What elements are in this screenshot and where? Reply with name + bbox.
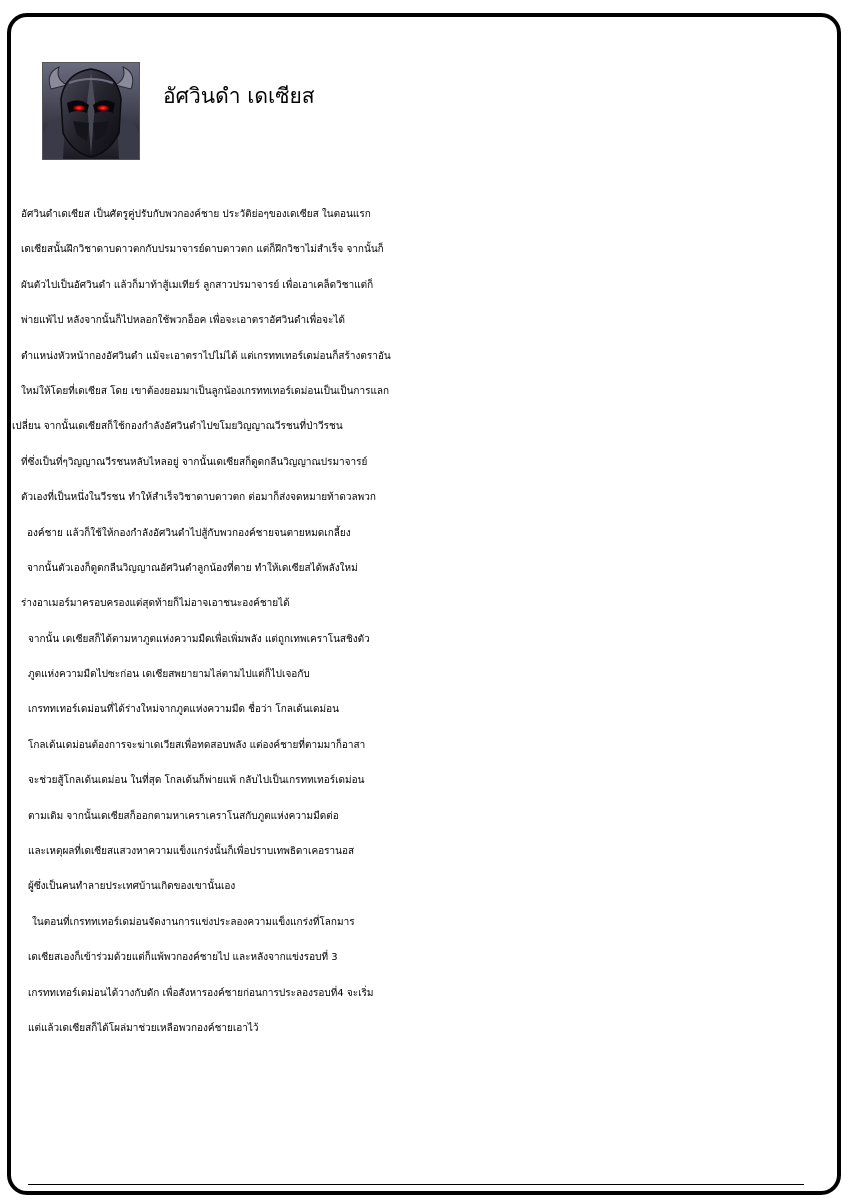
description-line: ตำแหน่งหัวหน้ากองอัศวินดำ แม้จะเอาตราไปไม่ได้ แต่เกรททเทอร์เดม่อนก็สร้างตราอัน: [21, 350, 391, 362]
description-line: เดเซียสเองก็เข้าร่วมด้วยแต่ก็แพ้พวกองค์ชายไป และหลังจากแข่งรอบที่ 3: [28, 952, 338, 964]
description-line: จากนั้นตัวเองก็ดูดกลืนวิญญาณอัศวินดำลูกน้องที่ตาย ทำให้เดเซียสได้พลังใหม่: [27, 562, 358, 574]
description-line: และเหตุผลที่เดเซียสแสวงหาความแข็งแกร่งนั้นก็เพื่อปราบเทพธิดาเคอรานอส: [28, 846, 355, 858]
description-line: พ่ายแพ้ไป หลังจากนั้นก็ไปหลอกใช้พวกอ็อค เพื่อจะเอาตราอัศวินดำเพื่อจะได้: [21, 315, 345, 327]
description-line: ตัวเองที่เป็นหนึ่งในวีรชน ทำให้สำเร็จวิชาดาบดาวตก ต่อมาก็ส่งจดหมายท้าดวลพวก: [21, 492, 376, 504]
description-line: จากนั้น เดเซียสก็ได้ตามหาภูตแห่งความมืดเพื่อเพิ่มพลัง แต่ถูกเทพเคราโนสชิงตัว: [28, 633, 370, 645]
description-line: จะช่วยสู้โกลเด้นเดม่อน ในที่สุด โกลเด้นก็พ่ายแพ้ กลับไปเป็นเกรททเทอร์เดม่อน: [28, 775, 365, 787]
character-name: อัศวินดำ เดเซียส: [163, 84, 315, 108]
description-line: อัศวินดำเดเซียส เป็นศัตรูคู่ปรับกับพวกองค์ชาย ประวัติย่อๆของเดเซียส ในตอนแรก: [21, 209, 371, 220]
description-line: ร่างอาเมอร์มาครอบครองแต่สุดท้ายก็ไม่อาจเอาชนะองค์ชายได้: [21, 598, 290, 610]
description-line: ภูตแห่งความมืดไปซะก่อน เดเซียสพยายามไล่ตามไปแต่ก็ไปเจอกับ: [28, 669, 310, 681]
description-line: แต่แล้วเดเซียสก็ได้โผล่มาช่วยเหลือพวกองค์ชายเอาไว้: [28, 1022, 259, 1034]
description-line: ตามเดิม จากนั้นเดเซียสก็ออกตามหาเคราเคราโนสกับภูตแห่งความมืดต่อ: [28, 810, 339, 822]
character-description: [0, 197, 850, 1046]
description-line: ผู้ซึ่งเป็นคนทำลายประเทศบ้านเกิดของเขานั้นเอง: [28, 881, 236, 893]
description-line: เดเซียสนั้นฝึกวิชาดาบดาวตกกับปรมาจารย์ดาบดาวตก แต่ก็ฝึกวิชาไม่สำเร็จ จากนั้นก็: [21, 244, 384, 256]
dark-armored-knight-portrait-icon: [42, 62, 140, 160]
description-line: ผันตัวไปเป็นอัศวินดำ แล้วก็มาท้าสู้เมเทียร์ ลูกสาวปรมาจารย์ เพื่อเอาเคล็ดวิชาแต่ก็: [21, 279, 374, 291]
description-line: ที่ซึ่งเป็นที่ๆวิญญาณวีรชนหลับไหลอยู่ จากนั้นเดเซียสก็ดูดกลืนวิญญาณปรมาจารย์: [21, 456, 368, 468]
bottom-divider: [28, 1184, 804, 1185]
description-line: เปลี่ยน จากนั้นเดเซียสก็ใช้กองกำลังอัศวินดำไปขโมยวิญญาณวีรชนที่ป่าวีรชน: [12, 421, 343, 433]
description-line: เกรททเทอร์เดม่อนได้วางกับดัก เพื่อสังหารองค์ชายก่อนการประลองรอบที่4 จะเริ่ม: [28, 987, 374, 999]
description-line: ใหม่ให้โดยที่เดเซียส โดย เขาต้องยอมมาเป็นลูกน้องเกรททเทอร์เดม่อนเป็นเป็นการแลก: [21, 385, 390, 397]
description-line: ในตอนที่เกรททเทอร์เดม่อนจัดงานการแข่งประลองความแข็งแกร่งที่โลกมาร: [32, 916, 355, 928]
description-line: โกลเด้นเดม่อนต้องการจะฆ่าเดเวียสเพื่อทดสอบพลัง แต่องค์ชายที่ตามมาก็อาสา: [28, 739, 366, 751]
description-line: องค์ชาย แล้วก็ใช้ให้กองกำลังอัศวินดำไปสู้กับพวกองค์ชายจนตายหมดเกลี้ยง: [27, 527, 351, 539]
description-line: เกรททเทอร์เดม่อนที่ได้ร่างใหม่จากภูตแห่งความมืด ชื่อว่า โกลเด้นเดม่อน: [28, 704, 339, 716]
